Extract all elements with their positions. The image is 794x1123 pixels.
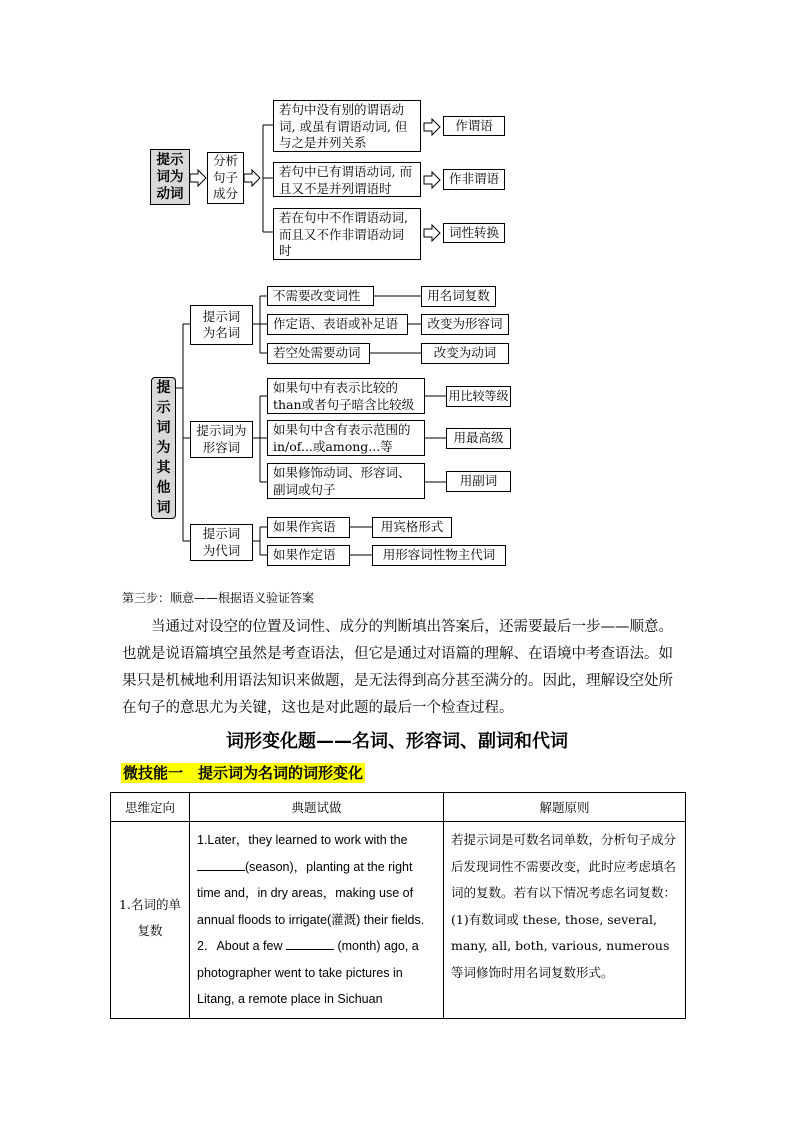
paragraph-text: 当通过对设空的位置及词性、成分的判断填出答案后，还需要最后一步——顺意。也就是说语篇填空虽然是考查语法，但它是通过对语篇的理解、在语境中考查语法。如果只是机械地利用语法知识来做题，是无法得到高分甚至满分的。因此，理解设空处所在句子的意思尤为关键，这也是对此题的最后一个检查过程。 <box>122 619 673 716</box>
header-thinking: 思维定向 <box>111 793 190 822</box>
adj-result-1: 用比较等级 <box>446 386 511 407</box>
diagram1-result-3: 词性转换 <box>443 223 505 243</box>
pron-condition-1: 如果作宾语 <box>267 517 350 538</box>
table-header-row <box>111 793 686 822</box>
examples-text <box>191 823 442 1017</box>
example2-blank[interactable] <box>286 937 334 950</box>
diagram2-root: 提示词为其他词 <box>151 377 176 519</box>
noun-result-3: 改变为动词 <box>421 343 509 364</box>
diagram1-root: 提示词为动词 <box>150 149 190 205</box>
category-text: 1.名词的单复数 <box>119 897 181 938</box>
noun-result-2: 改变为形容词 <box>421 314 509 335</box>
diagram1-condition-3: 若在句中不作谓语动词,而且又不作非谓语动词时 <box>273 208 421 260</box>
section-title: 词形变化题——名词、形容词、副词和代词 <box>226 731 568 752</box>
noun-condition-2: 作定语、表语或补足语 <box>267 314 408 335</box>
adj-result-2: 用最高级 <box>446 428 511 449</box>
pron-result-2: 用形容词性物主代词 <box>372 545 506 566</box>
header-examples: 典题试做 <box>190 793 444 822</box>
example1-start: 1.Later，they learned to work with the <box>197 833 408 847</box>
skill-title: 微技能一 提示词为名词的词形变化 <box>123 764 364 782</box>
diagram1-result-1: 作谓语 <box>443 116 505 136</box>
pron-result-1: 用宾格形式 <box>372 517 452 538</box>
diagram1-result-2: 作非谓语 <box>443 169 505 190</box>
group-noun-label: 提示词为名词 <box>190 305 253 345</box>
example1-end: (season)，planting at the right time and，in dry areas，making use of annual floods to irrigate(灌溉) their fields. <box>197 859 425 927</box>
diagram1-analyze-box: 分析句子成分 <box>207 152 244 204</box>
noun-result-1: 用名词复数 <box>421 286 496 307</box>
noun-condition-1: 不需要改变词性 <box>267 286 374 306</box>
principle-text: 若提示词是可数名词单数，分析句子成分后发现词性不需要改变，此时应考虑填名词的复数。若有以下情况考虑名词复数：(1)有数词或 these, those, several, many, all, both, various, numerous 等词修饰时用名词复数形式。 <box>451 832 677 980</box>
cell-examples <box>190 822 444 1019</box>
method-table <box>110 792 686 1019</box>
explanation-paragraph <box>122 614 682 722</box>
step3-heading: 第三步：顺意——根据语义验证答案 <box>122 591 315 605</box>
adj-result-3: 用副词 <box>446 471 511 492</box>
cell-category <box>111 822 190 1019</box>
example1-blank[interactable] <box>197 858 245 871</box>
example2-end: (month) ago, a photographer went to take pictures in Litang, a remote place in Sichuan <box>197 939 419 1006</box>
adj-condition-2: 如果句中含有表示范围的in/of...或among...等 <box>267 420 425 456</box>
group-pronoun-label: 提示词为代词 <box>190 524 253 561</box>
adj-condition-3: 如果修饰动词、形容词、副词或句子 <box>267 463 425 499</box>
diagram1-condition-1: 若句中没有别的谓语动词, 或虽有谓语动词, 但与之是并列关系 <box>273 100 421 152</box>
header-principles: 解题原则 <box>444 793 686 822</box>
table-row <box>111 822 686 1019</box>
diagram1-condition-2: 若句中已有谓语动词, 而且又不是并列谓语时 <box>273 162 421 197</box>
cell-principle <box>444 822 686 1019</box>
noun-condition-3: 若空处需要动词 <box>267 343 370 364</box>
group-adjective-label: 提示词为形容词 <box>190 421 253 458</box>
pron-condition-2: 如果作定语 <box>267 545 350 566</box>
example2-start: 2．About a few <box>197 939 283 953</box>
adj-condition-1: 如果句中有表示比较的than或者句子暗含比较级 <box>267 378 425 414</box>
